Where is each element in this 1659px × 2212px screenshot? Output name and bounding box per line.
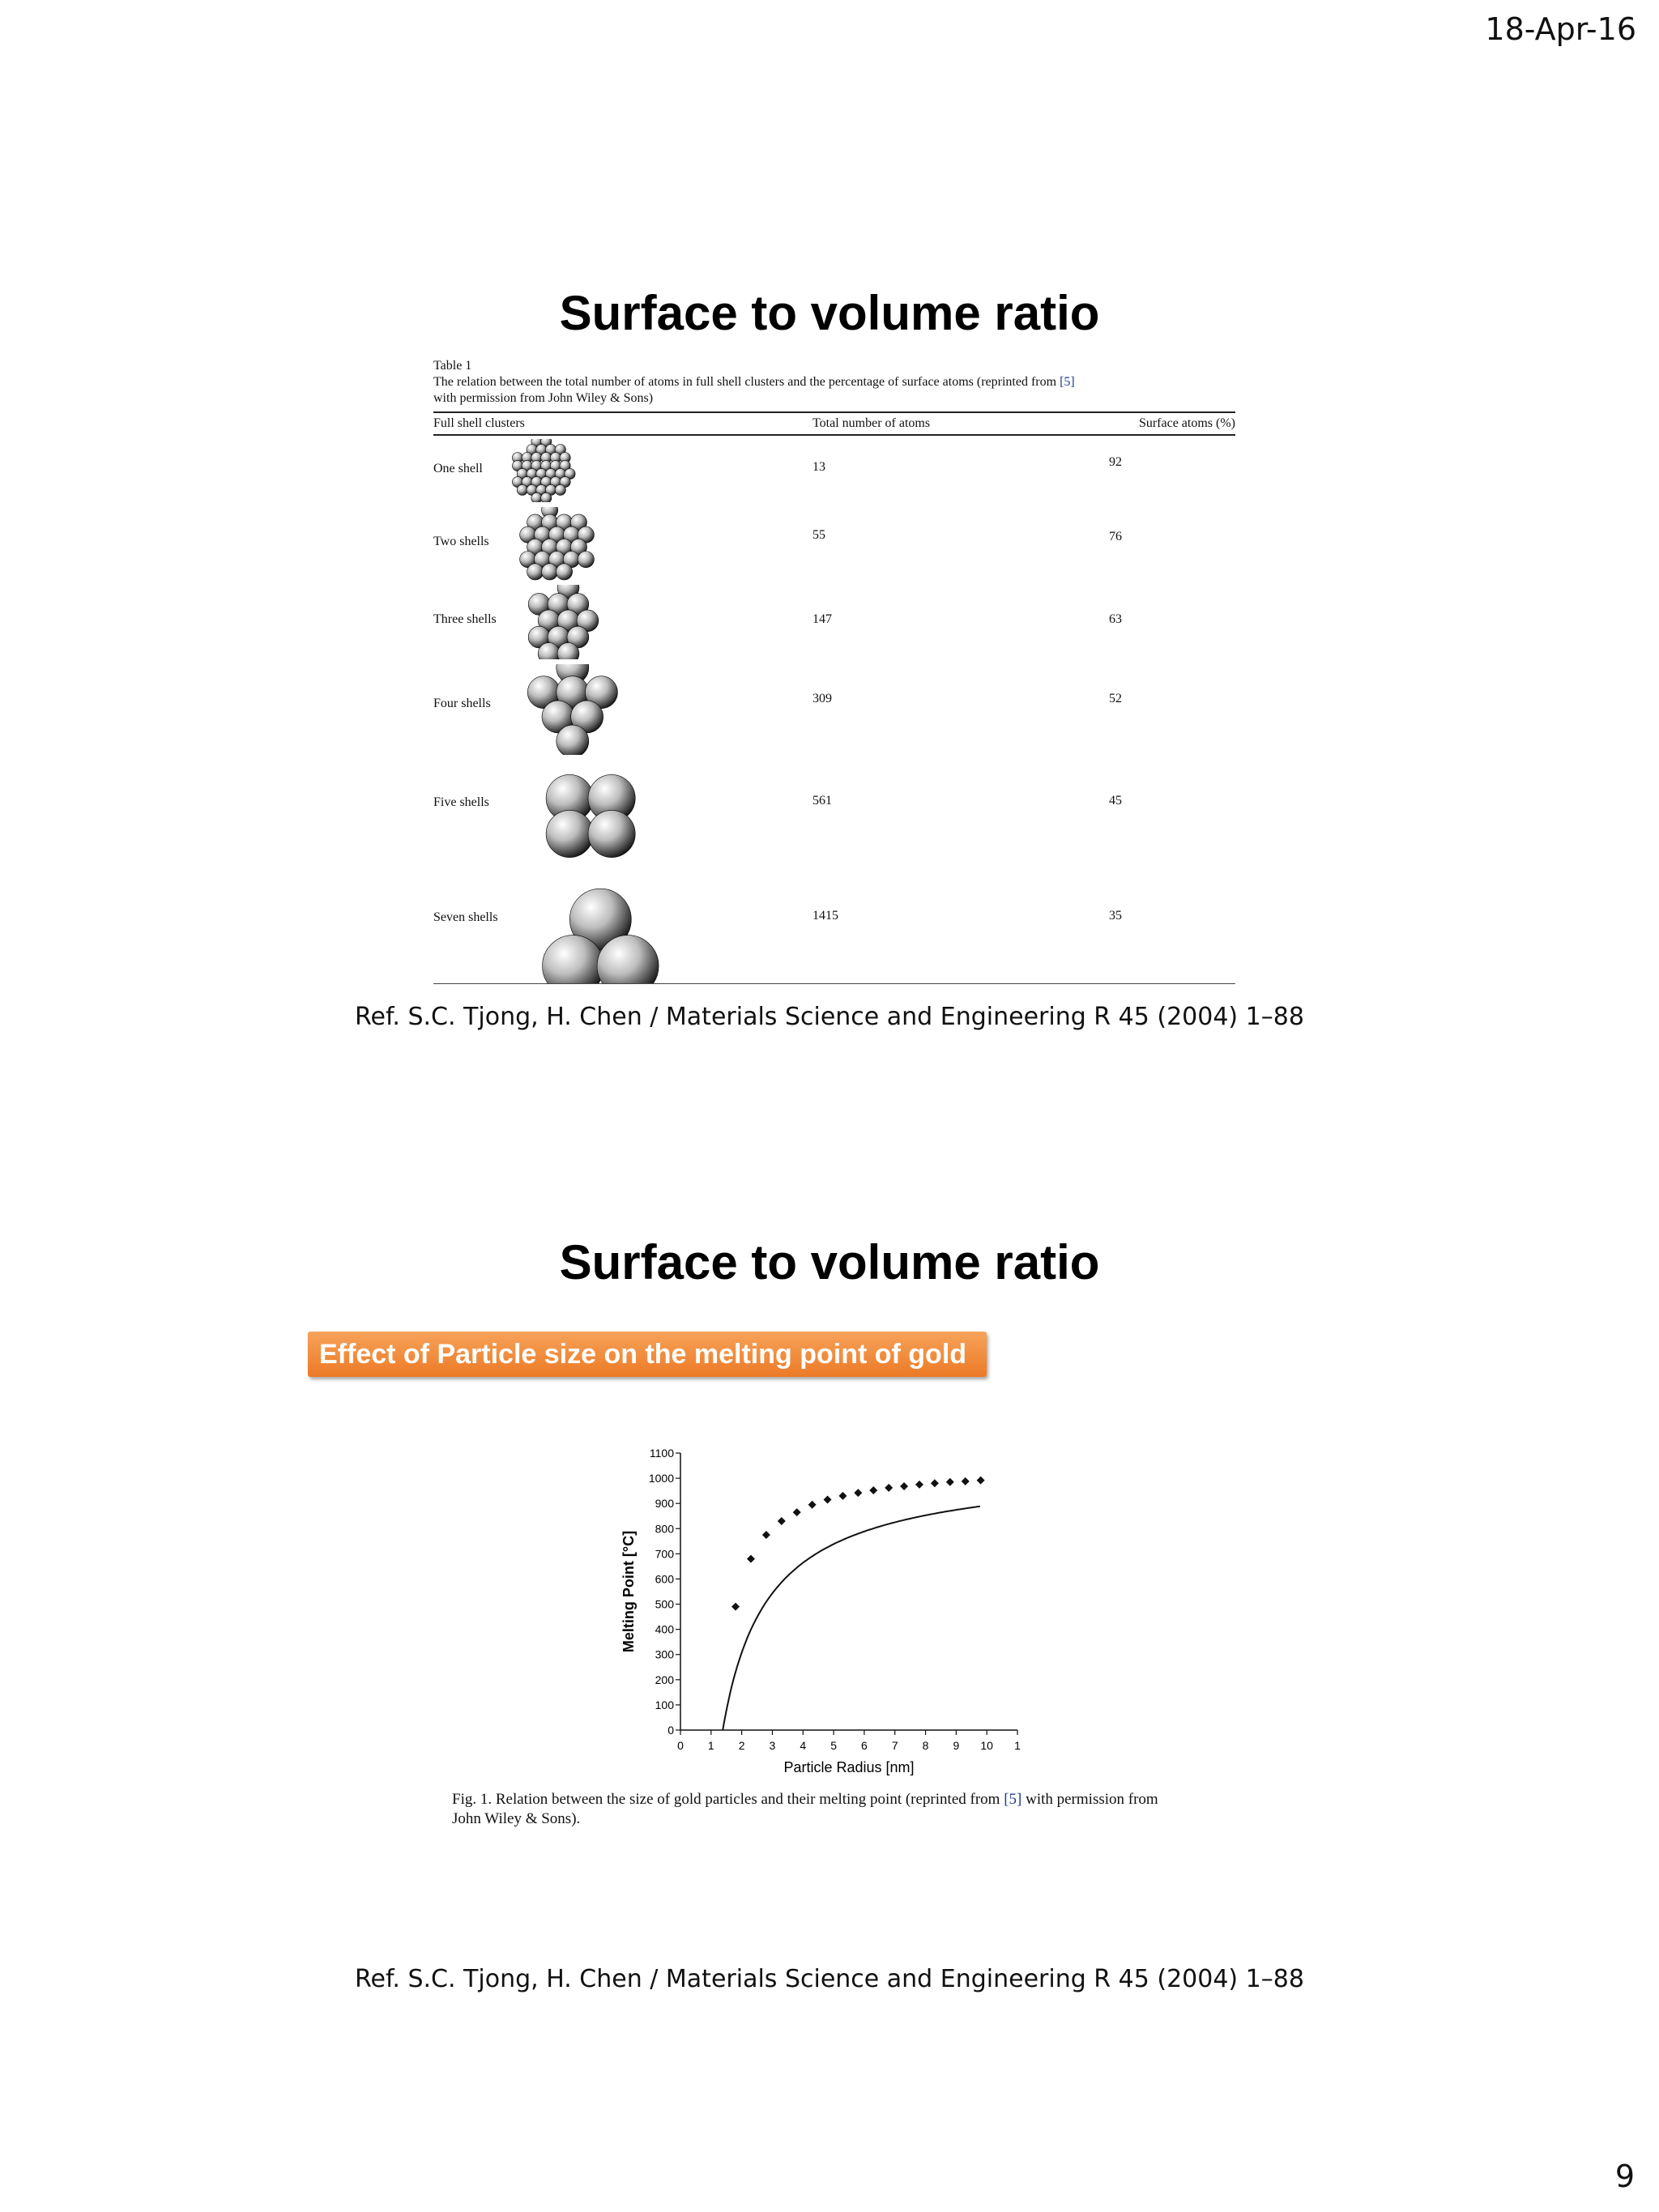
data-point [915, 1481, 923, 1489]
row-label: Seven shells [433, 910, 498, 924]
data-point [962, 1477, 970, 1485]
y-tick-label: 700 [655, 1547, 674, 1561]
slide-1-title: Surface to volume ratio [559, 286, 1100, 340]
data-point [808, 1501, 817, 1509]
table-caption [433, 374, 1235, 407]
y-tick-label: 0 [667, 1724, 674, 1737]
row-surface: 92 [1109, 455, 1122, 469]
x-tick-label: 8 [922, 1739, 929, 1752]
table-bottom-rule [433, 983, 1235, 984]
data-point [977, 1477, 985, 1485]
three-shell-cluster-image [519, 585, 608, 659]
y-tick-label: 200 [655, 1673, 674, 1686]
x-tick-label: 1 [707, 1739, 714, 1752]
atom-sphere [578, 552, 594, 568]
row-total: 13 [812, 460, 825, 474]
y-tick-label: 900 [655, 1497, 674, 1511]
atom-sphere [557, 725, 589, 755]
atom-sphere [527, 564, 544, 580]
y-tick-label: 300 [655, 1647, 674, 1661]
figure-caption-text: Fig. 1. Relation between the size of gold particles and their melting point (reprinted from [452, 1791, 1004, 1808]
table-header-clusters: Full shell clusters [433, 416, 525, 430]
data-point [747, 1555, 755, 1563]
data-point [869, 1486, 877, 1494]
atom-sphere [542, 564, 558, 580]
atom-sphere [531, 492, 542, 502]
seven-shell-cluster-image [519, 868, 678, 983]
y-tick-label: 1100 [649, 1447, 674, 1460]
two-shell-cluster-image [511, 507, 600, 583]
x-tick-label: 6 [861, 1739, 868, 1752]
slide-2-title: Surface to volume ratio [559, 1235, 1100, 1289]
x-tick-label: 0 [677, 1739, 684, 1752]
y-tick-label: 800 [655, 1522, 674, 1536]
table-caption-ref-link[interactable]: [5] [1060, 375, 1075, 389]
y-tick-label: 400 [655, 1622, 674, 1636]
chart-ticks [649, 1447, 1021, 1752]
row-label: Four shells [433, 697, 491, 710]
row-total: 55 [812, 528, 825, 542]
atom-sphere [541, 492, 552, 502]
slide-2-reference: Ref. S.C. Tjong, H. Chen / Materials Science and Engineering R 45 (2004) 1–88 [355, 1965, 1304, 1993]
data-point [762, 1531, 770, 1539]
atom-sphere [556, 564, 572, 580]
table-label: Table 1 [433, 359, 472, 373]
atom-sphere [588, 810, 635, 857]
table-body [433, 436, 1235, 983]
table-caption-text: The relation between the total number of atoms in full shell clusters and the percentage of surface atoms (reprinted from [433, 375, 1060, 389]
data-point [946, 1478, 954, 1486]
row-surface: 63 [1109, 612, 1122, 626]
figure-caption-tail: with permission from John Wiley & Sons). [452, 1791, 1158, 1827]
y-tick-label: 600 [655, 1572, 674, 1586]
y-tick-label: 100 [655, 1698, 674, 1711]
row-surface: 45 [1109, 794, 1122, 808]
atom-sphere [555, 484, 565, 495]
row-label: Three shells [433, 612, 497, 626]
x-axis-label: Particle Radius [nm] [783, 1759, 915, 1775]
page-number: 9 [1614, 2159, 1635, 2194]
row-total: 1415 [812, 909, 838, 923]
data-point [824, 1496, 832, 1504]
five-shell-cluster-image [511, 758, 646, 868]
data-point [731, 1603, 740, 1611]
shell-cluster-table [433, 358, 1235, 984]
chart-points [731, 1477, 985, 1611]
table-header-total: Total number of atoms [812, 416, 931, 430]
atom-sphere [546, 810, 593, 857]
row-total: 309 [812, 692, 832, 705]
melting-point-chart [599, 1442, 1021, 1782]
y-tick-label: 500 [655, 1597, 674, 1611]
atom-sphere [517, 484, 527, 495]
one-shell-cluster-image [501, 439, 582, 502]
fit-curve [723, 1507, 980, 1730]
figure-caption-ref-link[interactable]: [5] [1004, 1791, 1022, 1808]
data-point [778, 1517, 786, 1525]
x-tick-label: 3 [769, 1739, 776, 1752]
x-tick-label: 7 [891, 1739, 898, 1752]
figure-caption [452, 1790, 1181, 1829]
x-tick-label: 1 [1014, 1739, 1021, 1752]
row-surface: 35 [1109, 909, 1122, 923]
table-caption-tail: with permission from John Wiley & Sons) [433, 391, 654, 405]
x-tick-label: 2 [738, 1739, 745, 1752]
table-header-surface: Surface atoms (%) [1138, 416, 1235, 430]
data-point [931, 1479, 939, 1487]
data-point [900, 1482, 908, 1490]
y-axis-label: Melting Point [°C] [621, 1530, 637, 1653]
row-label: One shell [433, 462, 483, 475]
particle-size-banner: Effect of Particle size on the melting point of gold [308, 1332, 987, 1377]
data-point [838, 1492, 847, 1500]
x-tick-label: 5 [830, 1739, 837, 1752]
data-point [885, 1484, 893, 1492]
x-tick-label: 10 [980, 1739, 993, 1752]
x-tick-label: 9 [953, 1739, 960, 1752]
y-tick-label: 1000 [648, 1472, 674, 1485]
row-total: 561 [812, 794, 832, 808]
row-surface: 76 [1109, 530, 1122, 543]
row-total: 147 [812, 612, 832, 626]
four-shell-cluster-image [514, 664, 628, 755]
table-header-row [433, 413, 1235, 434]
row-surface: 52 [1109, 692, 1122, 705]
data-point [854, 1489, 862, 1497]
x-tick-label: 4 [800, 1739, 807, 1752]
data-point [793, 1508, 801, 1516]
row-label: Two shells [433, 535, 489, 548]
slide-date: 18-Apr-16 [1485, 11, 1636, 47]
slide-1-reference: Ref. S.C. Tjong, H. Chen / Materials Science and Engineering R 45 (2004) 1–88 [355, 1003, 1304, 1031]
row-label: Five shells [433, 795, 489, 809]
